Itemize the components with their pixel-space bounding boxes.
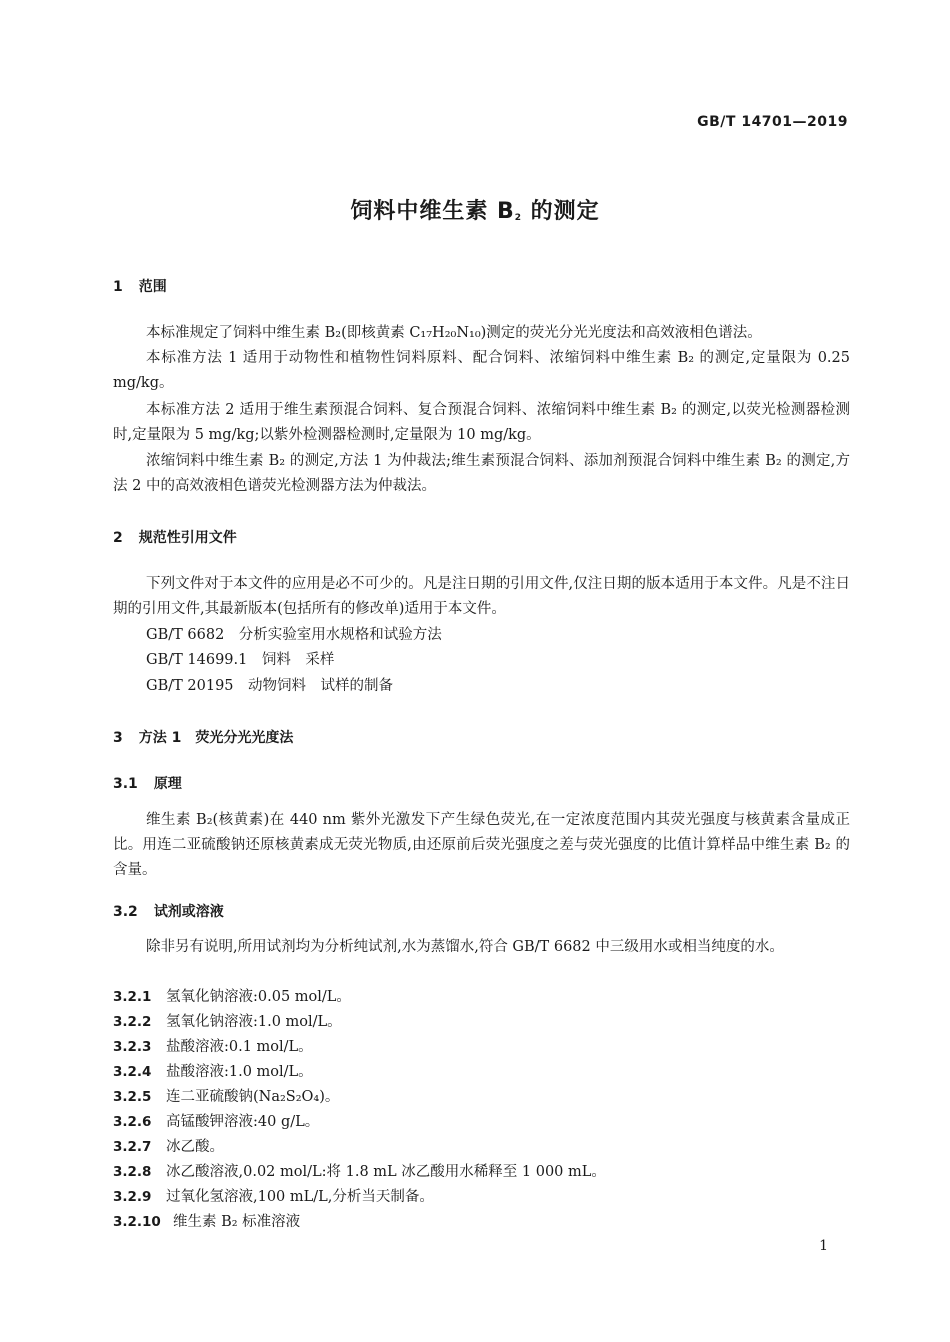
item-text: 氢氧化钠溶液:1.0 mol/L。 — [166, 1014, 342, 1030]
item-text: 高锰酸钾溶液:40 g/L。 — [166, 1114, 320, 1130]
section-3-heading — [113, 727, 293, 747]
section-title: 方法 1 荧光分光光度法 — [138, 730, 294, 746]
item-text: 过氧化氢溶液,100 mL/L,分析当天制备。 — [166, 1189, 434, 1205]
s1-paragraph-1: 本标准规定了饲料中维生素 B₂(即核黄素 C₁₇H₂₀N₁₀)测定的荧光分光光度法和高效液相色谱法。 — [146, 325, 762, 341]
title-tail: 的测定 — [522, 199, 600, 224]
s31-paragraph-1: 维生素 B₂(核黄素)在 440 nm 紫外光激发下产生绿色荧光,在一定浓度范围内其荧光强度与核黄素含量成正比。用连二亚硫酸钠还原核黄素成无荧光物质,由还原前后荧光强度之差与荧光强度的比值计算样品中维生素 B₂ 的含量。 — [113, 812, 850, 878]
item-text: 维生素 B₂ 标准溶液 — [173, 1214, 301, 1230]
s1-paragraph-2: 本标准方法 1 适用于动物性和植物性饲料原料、配合饲料、浓缩饲料中维生素 B₂ 的测定,定量限为 0.25 mg/kg。 — [113, 350, 850, 391]
section-number: 1 — [113, 279, 123, 295]
title-subscript: 2 — [514, 213, 523, 223]
section-number: 3.2 — [113, 904, 138, 920]
item-number: 3.2.8 — [113, 1164, 152, 1180]
list-item — [113, 1135, 224, 1160]
section-number: 3.1 — [113, 776, 138, 792]
s32-paragraph-1: 除非另有说明,所用试剂均为分析纯试剂,水为蒸馏水,符合 GB/T 6682 中三级用水或相当纯度的水。 — [146, 939, 784, 955]
section-3-1-heading — [113, 773, 182, 793]
page-title — [0, 194, 950, 225]
section-title: 规范性引用文件 — [138, 530, 237, 546]
item-number: 3.2.6 — [113, 1114, 152, 1130]
section-number: 2 — [113, 530, 123, 546]
list-item — [113, 1035, 313, 1060]
list-item — [113, 985, 351, 1010]
section-title: 试剂或溶液 — [153, 904, 224, 920]
item-text: 冰乙酸溶液,0.02 mol/L:将 1.8 mL 冰乙酸用水稀释至 1 000 mL。 — [166, 1164, 606, 1180]
list-item — [113, 1210, 300, 1235]
item-number: 3.2.5 — [113, 1089, 152, 1105]
list-item — [113, 1110, 319, 1135]
item-text: 盐酸溶液:0.1 mol/L。 — [166, 1039, 313, 1055]
item-number: 3.2.2 — [113, 1014, 152, 1030]
list-item — [113, 1010, 342, 1035]
standard-number: GB/T 14701—2019 — [697, 114, 848, 130]
item-number: 3.2.7 — [113, 1139, 152, 1155]
section-3-2-heading — [113, 901, 224, 921]
item-text: 氢氧化钠溶液:0.05 mol/L。 — [166, 989, 351, 1005]
item-number: 3.2.4 — [113, 1064, 152, 1080]
list-item — [113, 1160, 606, 1185]
s1-paragraph-4: 浓缩饲料中维生素 B₂ 的测定,方法 1 为仲裁法;维生素预混合饲料、添加剂预混合饲料中维生素 B₂ 的测定,方法 2 中的高效液相色谱荧光检测器方法为仲裁法。 — [113, 453, 850, 494]
section-number: 3 — [113, 730, 123, 746]
s2-paragraph-1: 下列文件对于本文件的应用是必不可少的。凡是注日期的引用文件,仅注日期的版本适用于本文件。凡是不注日期的引用文件,其最新版本(包括所有的修改单)适用于本文件。 — [113, 576, 850, 617]
page-number: 1 — [819, 1238, 828, 1254]
list-item — [113, 1085, 339, 1110]
item-number: 3.2.10 — [113, 1214, 161, 1230]
item-text: 连二亚硫酸钠(Na₂S₂O₄)。 — [166, 1089, 340, 1105]
list-item — [113, 1060, 313, 1085]
section-1-heading — [113, 276, 167, 296]
item-text: 冰乙酸。 — [166, 1139, 224, 1155]
reference-3: GB/T 20195 动物饲料 试样的制备 — [146, 678, 394, 694]
item-text: 盐酸溶液:1.0 mol/L。 — [166, 1064, 313, 1080]
item-number: 3.2.1 — [113, 989, 152, 1005]
list-item — [113, 1185, 434, 1210]
s1-paragraph-3: 本标准方法 2 适用于维生素预混合饲料、复合预混合饲料、浓缩饲料中维生素 B₂ 的测定,以荧光检测器检测时,定量限为 5 mg/kg;以紫外检测器检测时,定量限为 10 mg/kg。 — [113, 402, 850, 443]
section-title: 范围 — [138, 279, 167, 295]
title-main: 饲料中维生素 B — [350, 199, 515, 224]
section-title: 原理 — [153, 776, 182, 792]
reference-2: GB/T 14699.1 饲料 采样 — [146, 652, 335, 668]
item-number: 3.2.9 — [113, 1189, 152, 1205]
section-2-heading — [113, 527, 237, 547]
reference-1: GB/T 6682 分析实验室用水规格和试验方法 — [146, 627, 442, 643]
item-number: 3.2.3 — [113, 1039, 152, 1055]
